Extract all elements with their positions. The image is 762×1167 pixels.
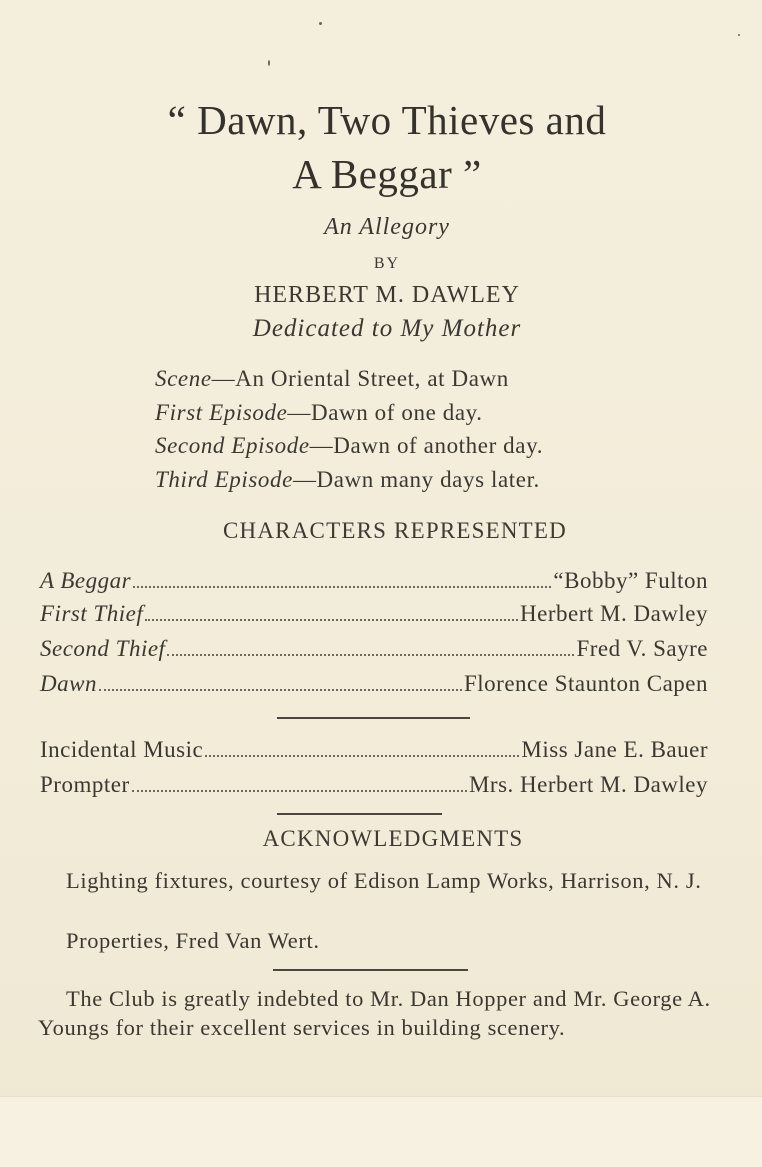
author-name: HERBERT M. DAWLEY: [254, 282, 520, 308]
scene-label: First Episode: [155, 399, 288, 425]
dot-leader: [99, 688, 462, 691]
paper-speck: [738, 34, 740, 36]
scene-text: —Dawn many days later.: [292, 466, 540, 492]
cast-actor: Herbert M. Dawley: [520, 601, 708, 626]
play-subtitle: An Allegory: [324, 214, 450, 240]
scene-line: [155, 396, 543, 430]
staff-role: Incidental Music: [40, 737, 204, 762]
scene-text: —Dawn of one day.: [287, 399, 483, 425]
scene-line: [155, 362, 543, 396]
characters-heading: CHARACTERS REPRESENTED: [223, 518, 567, 543]
scene-label: Third Episode: [155, 466, 293, 492]
scene-text: —Dawn of another day.: [309, 433, 544, 458]
dot-leader: [145, 618, 518, 621]
acknowledgment-properties: Properties, Fred Van Wert.: [66, 928, 320, 953]
scene-label: Second Episode: [155, 433, 310, 458]
staff-role: Prompter: [40, 772, 130, 797]
staff-person: Mrs. Herbert M. Dawley: [468, 772, 708, 797]
scene-text: —An Oriental Street, at Dawn: [211, 366, 509, 391]
cast-actor: Florence Staunton Capen: [463, 671, 708, 696]
cast-role: First Thief: [40, 601, 144, 626]
cast-actor: “Bobby” Fulton: [553, 568, 708, 593]
scene-line: [155, 463, 543, 497]
staff-row: [40, 737, 708, 763]
cast-row: [40, 601, 708, 627]
page-bottom-band: [0, 1096, 762, 1167]
dot-leader: [133, 585, 551, 588]
play-title-line-2: A Beggar ”: [292, 151, 482, 197]
dot-leader: [205, 754, 519, 757]
paper-speck: [268, 60, 270, 66]
cast-row: [40, 568, 708, 594]
scene-line: [155, 429, 543, 463]
acknowledgment-lighting: Lighting fixtures, courtesy of Edison Lamp Works, Harrison, N. J.: [66, 868, 702, 893]
dot-leader: [167, 653, 574, 656]
closing-paragraph: The Club is greatly indebted to Mr. Dan Hopper and Mr. George A. Youngs for their excellent services in building scenery.: [38, 986, 711, 1040]
cast-role: A Beggar: [40, 568, 132, 593]
cast-row: [40, 636, 708, 662]
cast-actor: Fred V. Sayre: [576, 636, 708, 661]
acknowledgments-heading: ACKNOWLEDGMENTS: [262, 826, 524, 851]
dedication: Dedicated to My Mother: [252, 315, 522, 342]
divider-rule: [277, 813, 442, 816]
play-title-line-1: “ Dawn, Two Thieves and: [167, 97, 607, 143]
dot-leader: [132, 789, 467, 792]
staff-person: Miss Jane E. Bauer: [521, 737, 708, 762]
scene-list: [155, 362, 543, 496]
staff-row: [40, 772, 708, 798]
paper-speck: [319, 22, 322, 25]
by-line: BY: [373, 255, 401, 272]
divider-rule: [273, 969, 468, 972]
divider-rule: [277, 717, 470, 720]
cast-row: [40, 671, 708, 697]
scene-label: Scene: [155, 366, 212, 391]
cast-role: Second Thief: [40, 636, 166, 661]
cast-role: Dawn: [40, 671, 97, 696]
